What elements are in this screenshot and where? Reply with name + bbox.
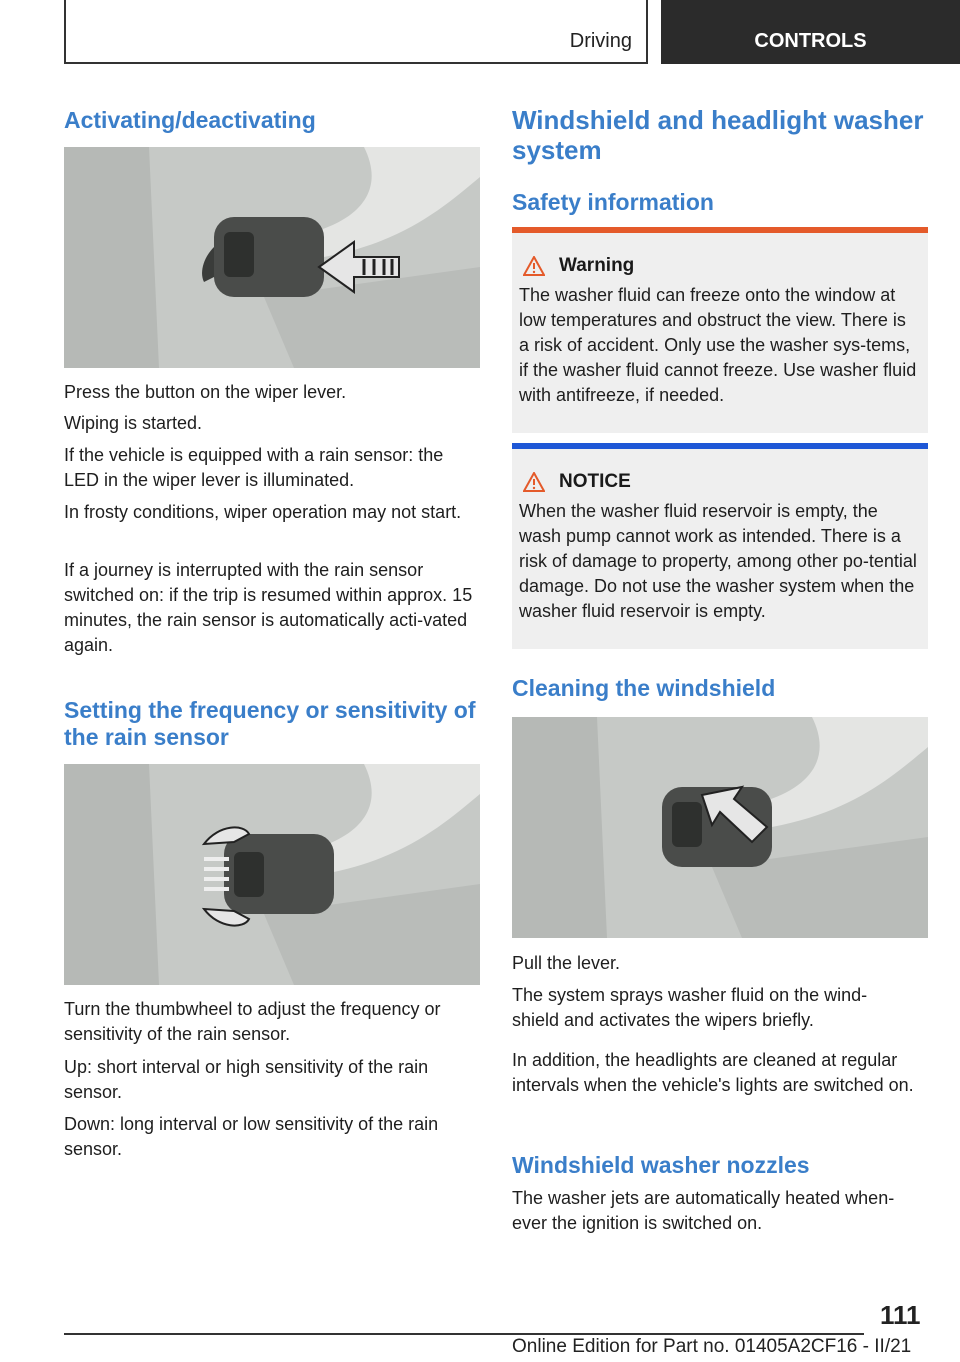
notice-box — [512, 443, 928, 649]
edition-info: Online Edition for Part no. 01405A2CF16 - II/21 — [512, 1336, 912, 1357]
paragraph: In addition, the headlights are cleaned at regular intervals when the vehicle's lights are switched on. — [512, 1050, 914, 1095]
heading-frequency: Setting the frequency or sensitivity of the rain sensor — [64, 697, 476, 750]
header-section-tab — [64, 0, 648, 64]
warning-icon — [523, 256, 545, 276]
paragraph: If the vehicle is equipped with a rain sensor: the LED in the wiper lever is illuminated. — [64, 445, 444, 490]
paragraph: If a journey is interrupted with the rain sensor switched on: if the trip is resumed within approx. 15 minutes, the rain sensor is automatically acti-vated again. — [64, 560, 473, 655]
heading-cleaning: Cleaning the windshield — [512, 675, 776, 701]
chapter-tab — [661, 0, 960, 64]
chapter-title: CONTROLS — [754, 29, 867, 52]
paragraph: Down: long interval or low sensitivity of the rain sensor. — [64, 1114, 439, 1159]
warning-text: The washer fluid can freeze onto the window at low temperatures and obstruct the view. There is a risk of accident. Only use the washer sys-tems, if the washer fluid cannot freeze. Use washer fluid with antifreeze, if needed. — [519, 285, 917, 405]
notice-text: When the washer fluid reservoir is empty, the wash pump cannot work as intended. There is a risk of damage to property, among other po-tential damage. Do not use the washer system when the washer fluid reservoir is empty. — [519, 501, 917, 621]
warning-box — [512, 227, 928, 433]
heading-washer-system: Windshield and headlight washer system — [512, 105, 924, 165]
section-title: Driving — [569, 30, 632, 52]
warning-title — [523, 255, 920, 277]
paragraph: Wiping is started. — [64, 413, 203, 433]
heading-nozzles: Windshield washer nozzles — [512, 1152, 810, 1178]
warning-title-text: Warning — [559, 255, 635, 276]
heading-activating: Activating/deactivating — [64, 107, 316, 133]
thumbwheel-illustration — [64, 764, 480, 985]
paragraph: The washer jets are automatically heated when-ever the ignition is switched on. — [512, 1188, 895, 1233]
paragraph: Pull the lever. — [512, 953, 621, 973]
heading-safety: Safety information — [512, 189, 714, 215]
page-number: 111 — [880, 1300, 921, 1330]
warning-icon — [523, 472, 545, 492]
notice-title-text: NOTICE — [559, 471, 631, 492]
paragraph: Turn the thumbwheel to adjust the frequency or sensitivity of the rain sensor. — [64, 999, 441, 1044]
paragraph: The system sprays washer fluid on the wind-shield and activates the wipers briefly. — [512, 985, 868, 1030]
paragraph: Press the button on the wiper lever. — [64, 382, 347, 402]
wiper-button-illustration — [64, 147, 480, 368]
paragraph: In frosty conditions, wiper operation may not start. — [64, 502, 462, 522]
footer-divider — [64, 1333, 864, 1335]
notice-title — [523, 471, 920, 493]
pull-lever-illustration — [512, 717, 928, 938]
paragraph: Up: short interval or high sensitivity of the rain sensor. — [64, 1057, 429, 1102]
